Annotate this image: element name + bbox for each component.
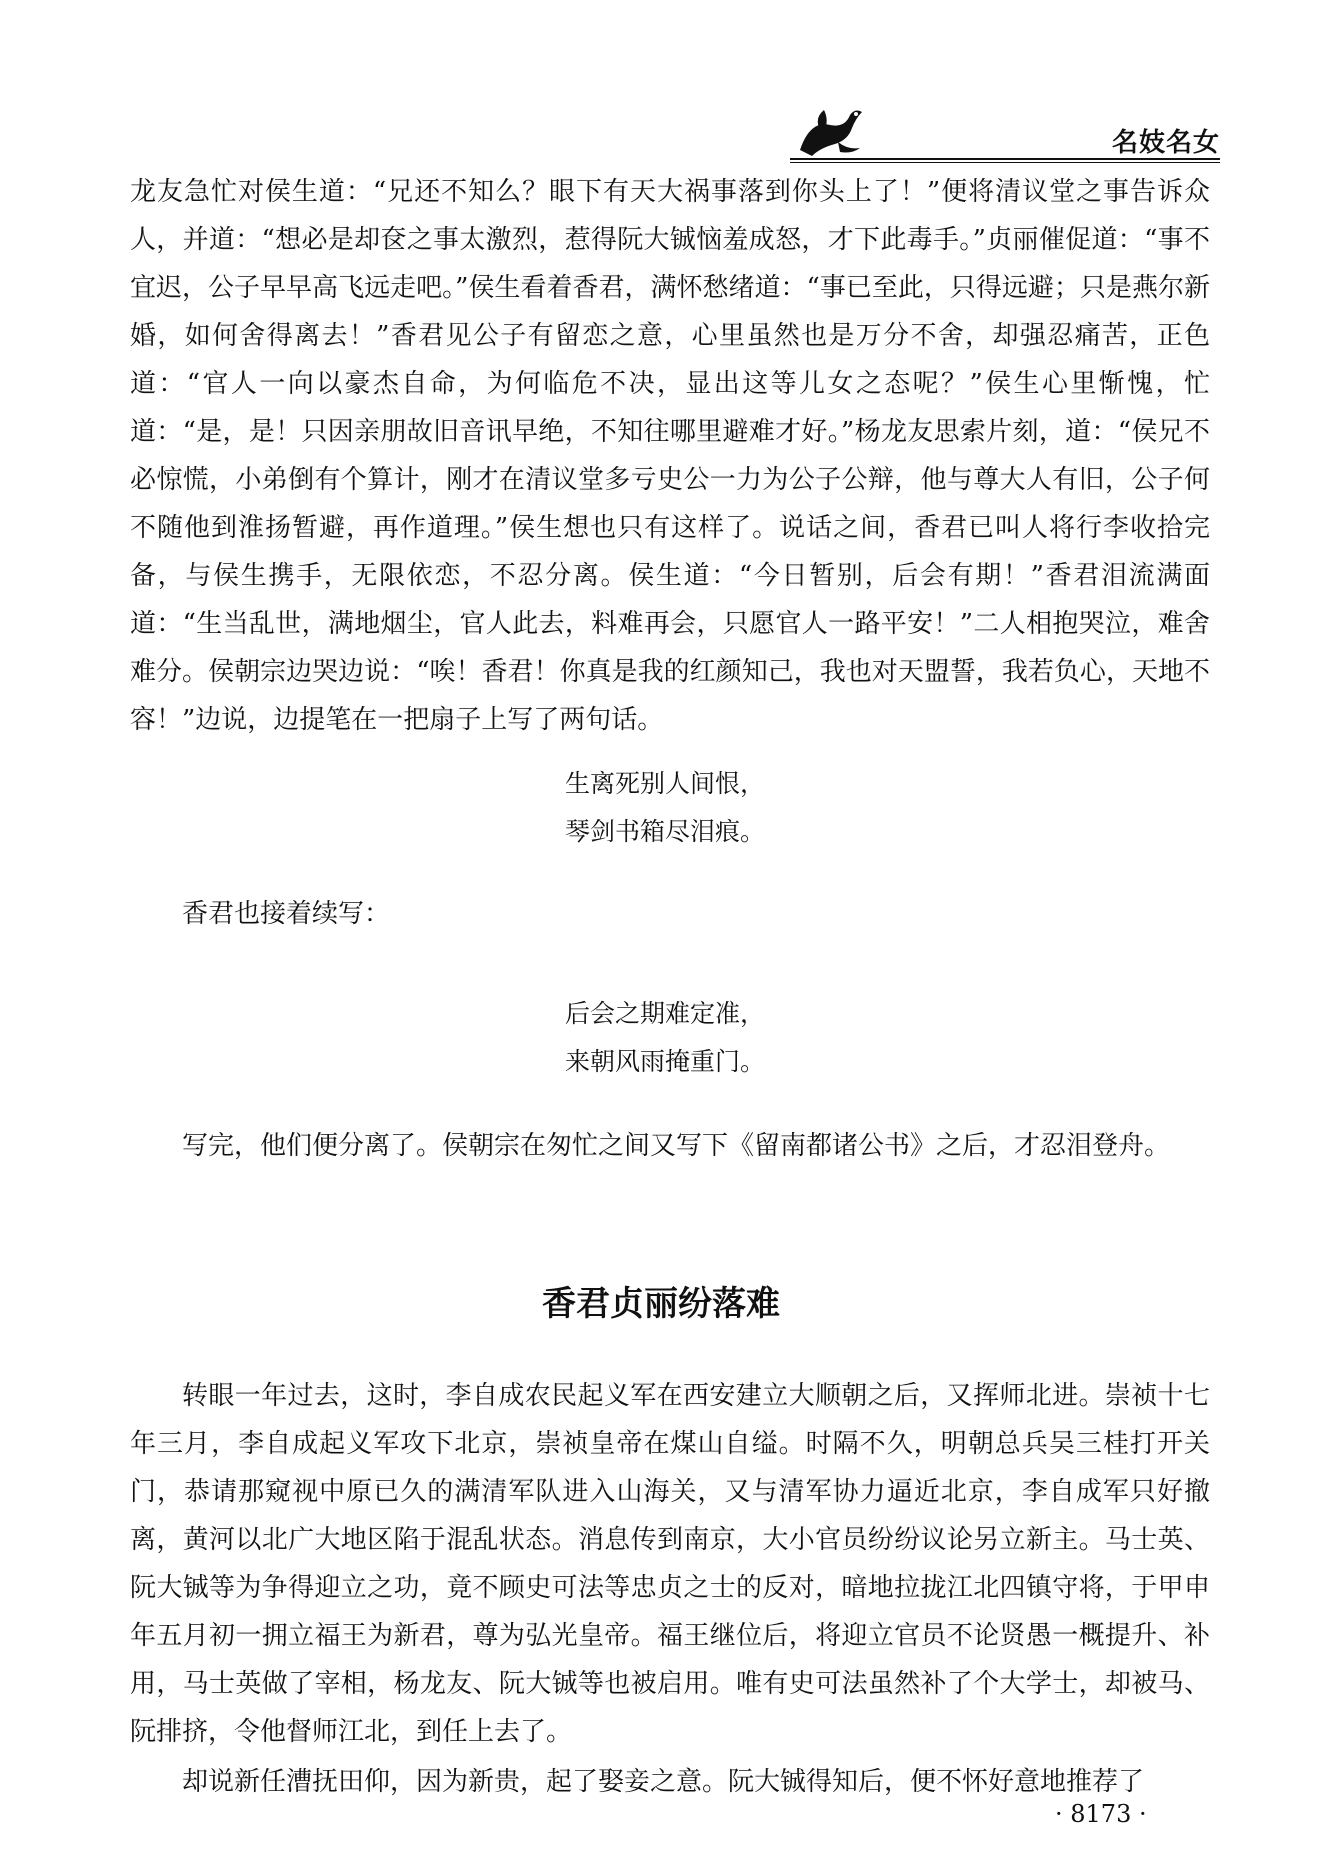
paragraph-4-text: 转眼一年过去，这时，李自成农民起义军在西安建立大顺朝之后，又挥师北进。崇祯十七年三月，李自成起义军攻下北京，崇祯皇帝在煤山自缢。时隔不久，明朝总兵吴三桂打开关门，恭请那窥视中原已久的满清军队进入山海关，又与清军协力逼近北京，李自成军只好撤离，黄河以北广大地区陷于混乱状态。消息传到南京，大小官员纷纷议论另立新主。马士英、阮大铖等为争得迎立之功，竟不顾史可法等忠贞之士的反对，暗地拉拢江北四镇守将，于甲申年五月初一拥立福王为新君，尊为弘光皇帝。福王继位后，将迎立官员不论贤愚一概提升、补用，马士英做了宰相，杨龙友、阮大铖等也被启用。唯有史可法虽然补了个大学士，却被马、阮排挤，令他督师江北，到任上去了。 (130, 1381, 1210, 1747)
header-rule (790, 158, 1220, 160)
paragraph-2 (130, 890, 1210, 938)
section-heading: 香君贞丽纷落难 (542, 1284, 780, 1324)
paragraph-5-text: 却说新任漕抚田仰，因为新贵，起了娶妾之意。阮大铖得知后，便不怀好意地推荐了 (182, 1767, 1145, 1797)
running-header-title: 名妓名女 (1111, 128, 1220, 158)
poem-2-line-2: 来朝风雨掩重门。 (565, 1047, 766, 1076)
paragraph-5 (130, 1758, 1210, 1806)
poem-2-line-1: 后会之期难定准， (565, 999, 766, 1028)
poem-1-line-1: 生离死别人间恨， (565, 769, 766, 798)
paragraph-1 (130, 168, 1210, 744)
poem-1 (565, 760, 765, 856)
paragraph-2-text: 香君也接着续写： (182, 899, 391, 929)
paragraph-4 (130, 1372, 1210, 1756)
page-header (790, 100, 1220, 160)
paragraph-3 (130, 1122, 1210, 1170)
paragraph-1-text: 龙友急忙对侯生道：“兄还不知么？眼下有天大祸事落到你头上了！”便将清议堂之事告诉众人，并道：“想必是却奁之事太激烈，惹得阮大铖恼羞成怒，才下此毒手。”贞丽催促道：“事不宜迟，公子早早高飞远走吧。”侯生看着香君，满怀愁绪道：“事已至此，只得远避；只是燕尔新婚，如何舍得离去！”香君见公子有留恋之意，心里虽然也是万分不舍，却强忍痛苦，正色道：“官人一向以豪杰自命，为何临危不决，显出这等儿女之态呢？”侯生心里惭愧，忙道：“是，是！只因亲朋故旧音讯早绝，不知往哪里避难才好。”杨龙友思索片刻，道：“侯兄不必惊慌，小弟倒有个算计，刚才在清议堂多亏史公一力为公子公辩，他与尊大人有旧，公子何不随他到淮扬暂避，再作道理。”侯生想也只有这样了。说话之间，香君已叫人将行李收拾完备，与侯生携手，无限依恋，不忍分离。侯生道：“今日暂别，后会有期！”香君泪流满面道：“生当乱世，满地烟尘，官人此去，料难再会，只愿官人一路平安！”二人相抱哭泣，难舍难分。侯朝宗边哭边说：“唉！香君！你真是我的红颜知己，我也对天盟誓，我若负心，天地不容！”边说，边提笔在一把扇子上写了两句话。 (130, 177, 1210, 735)
paragraph-3-text: 写完，他们便分离了。侯朝宗在匆忙之间又写下《留南都诸公书》之后，才忍泪登舟。 (182, 1131, 1171, 1161)
header-rule-thin (790, 162, 1220, 163)
poem-1-line-2: 琴剑书箱尽泪痕。 (565, 817, 766, 846)
dragon-emblem-icon (790, 100, 870, 160)
poem-2 (565, 990, 765, 1086)
page-number: · 8173 · (1055, 1800, 1147, 1828)
